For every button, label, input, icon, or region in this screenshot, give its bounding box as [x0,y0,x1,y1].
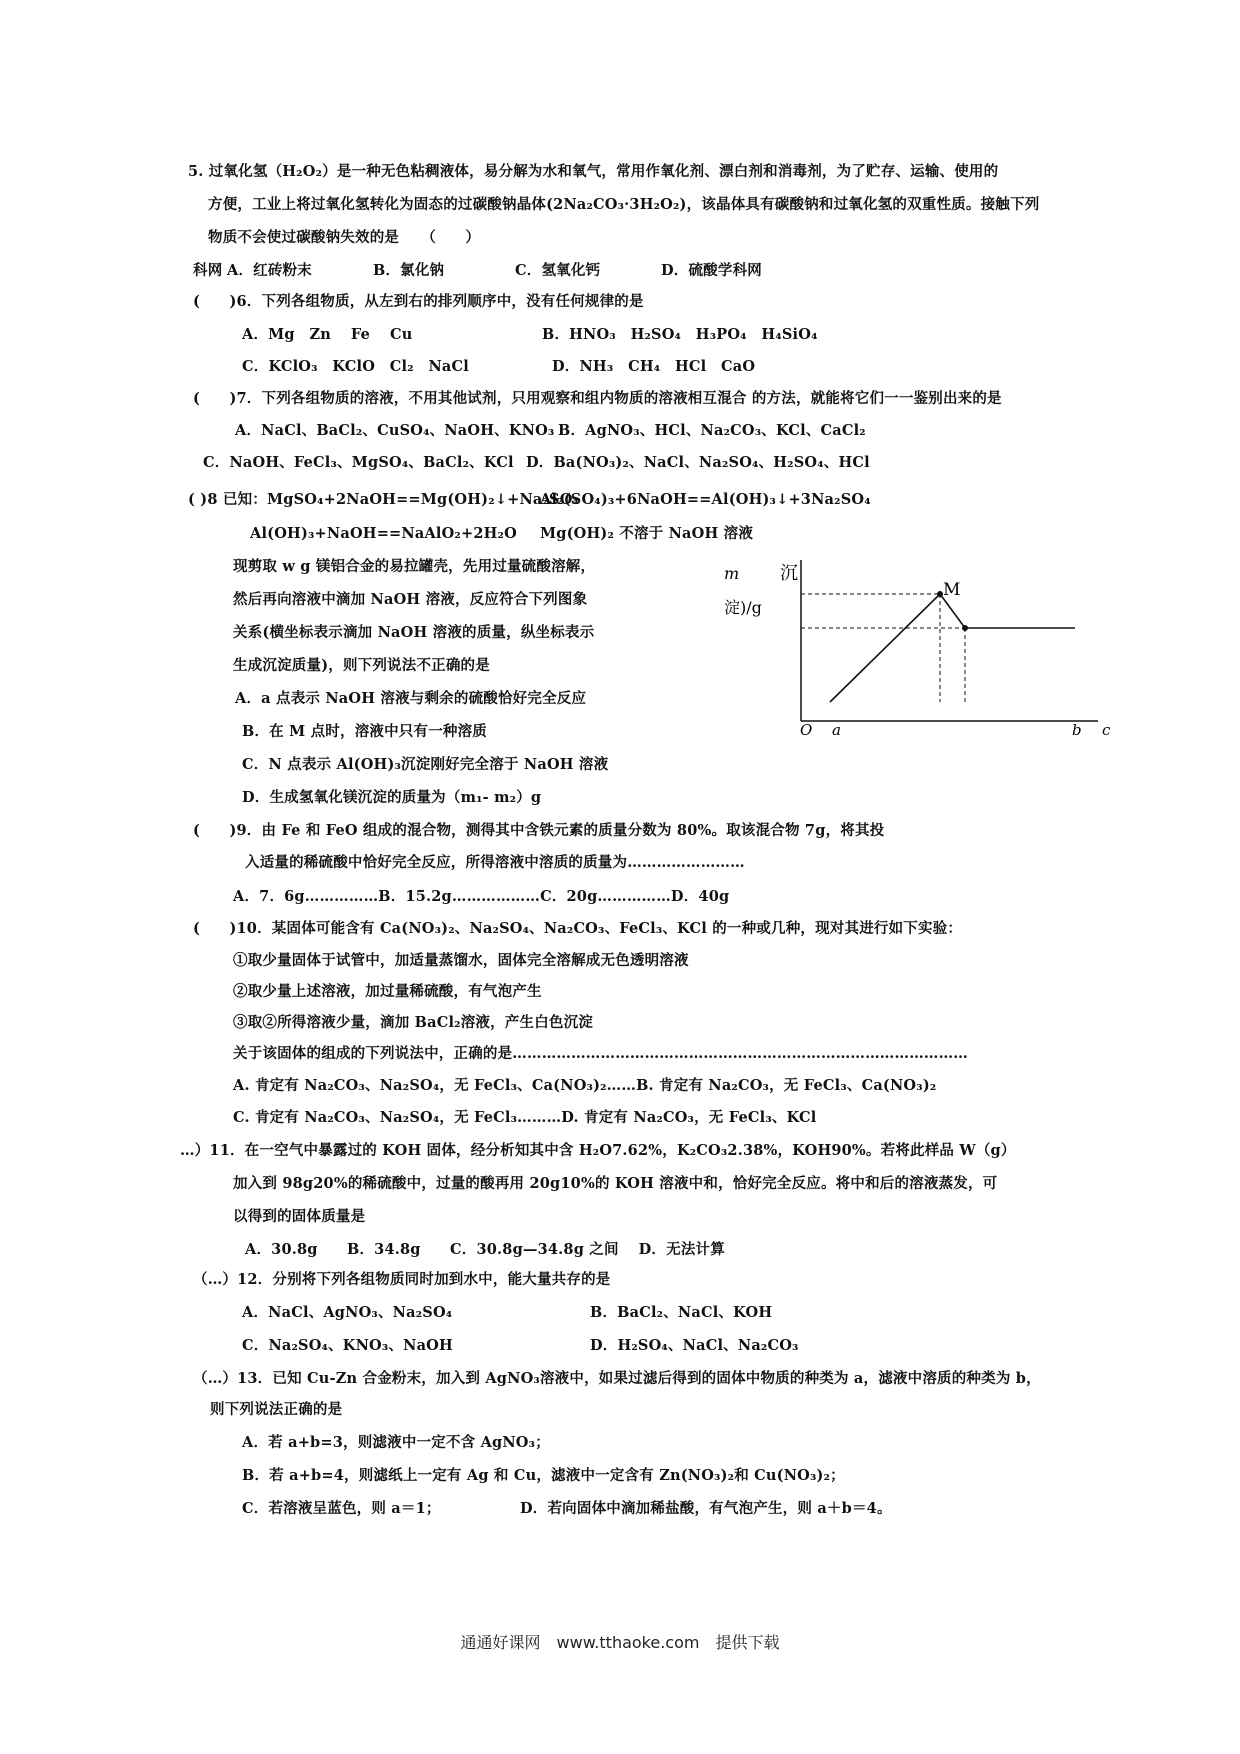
q5-option-d: D．硫酸学科网 [661,262,762,279]
q12-option-a: A．NaCl、AgNO₃、Na₂SO₄ [242,1304,453,1321]
q5-option-c: C．氢氧化钙 [515,262,601,279]
q7-stem: ( )7．下列各组物质的溶液，不用其他试剂，只用观察和组内物质的溶液相互混合 的方法，就能将它们一一鉴别出来的是 [193,390,1002,407]
q10-step-2: ②取少量上述溶液，加过量稀硫酸，有气泡产生 [233,983,542,1000]
q6-stem: ( )6．下列各组物质，从左到右的排列顺序中，没有任何规律的是 [193,293,644,310]
q8-option-c: C．N 点表示 Al(OH)₃沉淀刚好完全溶于 NaOH 溶液 [242,756,609,773]
q8-desc-2: 然后再向溶液中滴加 NaOH 溶液，反应符合下列图象 [233,591,588,608]
q7-option-b: B．AgNO₃、HCl、Na₂CO₃、KCl、CaCl₂ [558,422,866,439]
q8-option-d: D．生成氢氧化镁沉淀的质量为（m₁- m₂）g [242,789,542,806]
graph-point-n [962,625,968,631]
q12-option-b: B．BaCl₂、NaCl、KOH [590,1304,773,1321]
graph-label-c: c [1102,721,1111,735]
q7-option-a: A．NaCl、BaCl₂、CuSO₄、NaOH、KNO₃ [235,422,555,439]
q13-option-a: A．若 a+b=3，则滤液中一定不含 AgNO₃； [242,1434,550,1451]
q13-option-c: C．若溶液呈蓝色，则 a＝1； [242,1500,441,1517]
q8-given-1a: ( )8 已知：MgSO₄+2NaOH==Mg(OH)₂↓+Na₂SO₄ [188,491,580,508]
q5-option-b: B．氯化钠 [373,262,445,279]
q8-given-1b: Al₂(SO₄)₃+6NaOH==Al(OH)₃↓+3Na₂SO₄ [540,491,871,508]
graph-ylabel-m: m [724,564,740,583]
q9-stem-2: 入适量的稀硫酸中恰好完全反应，所得溶液中溶质的质量为…………………… [245,854,745,871]
q13-option-b: B．若 a+b=4，则滤纸上一定有 Ag 和 Cu，滤液中一定含有 Zn(NO₃)₂和 Cu(NO₃)₂； [242,1467,845,1484]
q8-given-2a: Al(OH)₃+NaOH==NaAlO₂+2H₂O [250,525,517,542]
graph-label-origin: O [800,721,813,735]
q7-option-c: C．NaOH、FeCl₃、MgSO₄、BaCl₂、KCl [203,454,514,471]
graph-ylabel-chen: 沉 [780,563,798,584]
q8-desc-1: 现剪取 w g 镁铝合金的易拉罐壳，先用过量硫酸溶解， [233,558,596,575]
q8-desc-4: 生成沉淀质量)，则下列说法不正确的是 [233,657,490,674]
q10-step-3: ③取②所得溶液少量，滴加 BaCl₂溶液，产生白色沉淀 [233,1014,593,1031]
graph-ylabel-dian: 淀)/g [724,598,762,617]
q12-option-c: C．Na₂SO₄、KNO₃、NaOH [242,1337,453,1354]
q13-stem-2: 则下列说法正确的是 [210,1401,343,1418]
q10-question: 关于该固体的组成的下列说法中，正确的是………………………………………………………………………………… [233,1045,968,1062]
q5-option-a: A．红砖粉末 [227,262,312,279]
q8-option-b: B．在 M 点时，溶液中只有一种溶质 [242,723,488,740]
q6-option-a: A．Mg Zn Fe Cu [242,326,413,343]
q10-options-cd: C. 肯定有 Na₂CO₃、Na₂SO₄，无 FeCl₃………D. 肯定有 Na₂CO₃，无 FeCl₃、KCl [233,1109,817,1126]
q8-desc-3: 关系(横坐标表示滴加 NaOH 溶液的质量，纵坐标表示 [233,624,595,641]
q10-options-ab: A. 肯定有 Na₂CO₃、Na₂SO₄，无 FeCl₃、Ca(NO₃)₂……B. 肯定有 Na₂CO₃，无 FeCl₃、Ca(NO₃)₂ [233,1077,937,1094]
graph-label-b: b [1072,721,1082,735]
graph-label-a: a [832,721,841,735]
q5-prefix: 科网 [193,262,223,279]
q5-line2: 方便，工业上将过氧化氢转化为固态的过碳酸钠晶体(2Na₂CO₃·3H₂O₂)，该晶体具有碳酸钠和过氧化氢的双重性质。接触下列 [208,196,1040,213]
q5-options [193,261,762,281]
q10-stem: ( )10．某固体可能含有 Ca(NO₃)₂、Na₂SO₄、Na₂CO₃、FeCl₃、KCl 的一种或几种，现对其进行如下实验： [193,920,963,937]
q11-options: A．30.8g B．34.8g C．30.8g—34.8g 之间 D．无法计算 [245,1241,725,1258]
graph-label-m: M [943,580,961,600]
q7-option-d: D．Ba(NO₃)₂、NaCl、Na₂SO₄、H₂SO₄、HCl [526,454,870,471]
q8-option-a: A．a 点表示 NaOH 溶液与剩余的硫酸恰好完全反应 [235,690,587,707]
q6-option-c: C．KClO₃ KClO Cl₂ NaCl [242,358,469,375]
q9-options: A．7．6g……………B．15.2g………………C．20g……………D．40g [233,888,730,905]
q13-option-d: D．若向固体中滴加稀盐酸，有气泡产生，则 a＋b＝4。 [520,1500,892,1517]
q11-stem-3: 以得到的固体质量是 [233,1208,366,1225]
graph-curve [830,594,1075,702]
q12-option-d: D．H₂SO₄、NaCl、Na₂CO₃ [590,1337,799,1354]
q11-stem-2: 加入到 98g20%的稀硫酸中，过量的酸再用 20g10%的 KOH 溶液中和，恰好完全反应。将中和后的溶液蒸发，可 [233,1175,998,1192]
q8-precipitate-graph [700,555,1120,735]
q5-line1: 5. 过氧化氢（H₂O₂）是一种无色粘稠液体，易分解为水和氧气，常用作氧化剂、漂白剂和消毒剂，为了贮存、运输、使用的 [188,163,999,180]
page-footer: 通通好课网 www.tthaoke.com 提供下载 [460,1633,780,1652]
q6-option-b: B．HNO₃ H₂SO₄ H₃PO₄ H₄SiO₄ [542,326,818,343]
q12-stem: （…）12．分别将下列各组物质同时加到水中，能大量共存的是 [193,1271,611,1288]
q8-given-2b: Mg(OH)₂ 不溶于 NaOH 溶液 [540,525,754,542]
q5-line3: 物质不会使过碳酸钠失效的是 （ ） [208,229,481,246]
q10-step-1: ①取少量固体于试管中，加适量蒸馏水，固体完全溶解成无色透明溶液 [233,952,689,969]
q6-option-d: D．NH₃ CH₄ HCl CaO [552,358,756,375]
q13-stem: （…）13．已知 Cu-Zn 合金粉末，加入到 AgNO₃溶液中，如果过滤后得到的固体中物质的种类为 a，滤液中溶质的种类为 b， [193,1370,1041,1387]
q11-stem: …）11．在一空气中暴露过的 KOH 固体，经分析知其中含 H₂O7.62%，K₂CO₃2.38%，KOH90%。若将此样品 W（g） [180,1142,1016,1159]
q9-stem: ( )9．由 Fe 和 FeO 组成的混合物，测得其中含铁元素的质量分数为 80%。取该混合物 7g，将其投 [193,822,885,839]
